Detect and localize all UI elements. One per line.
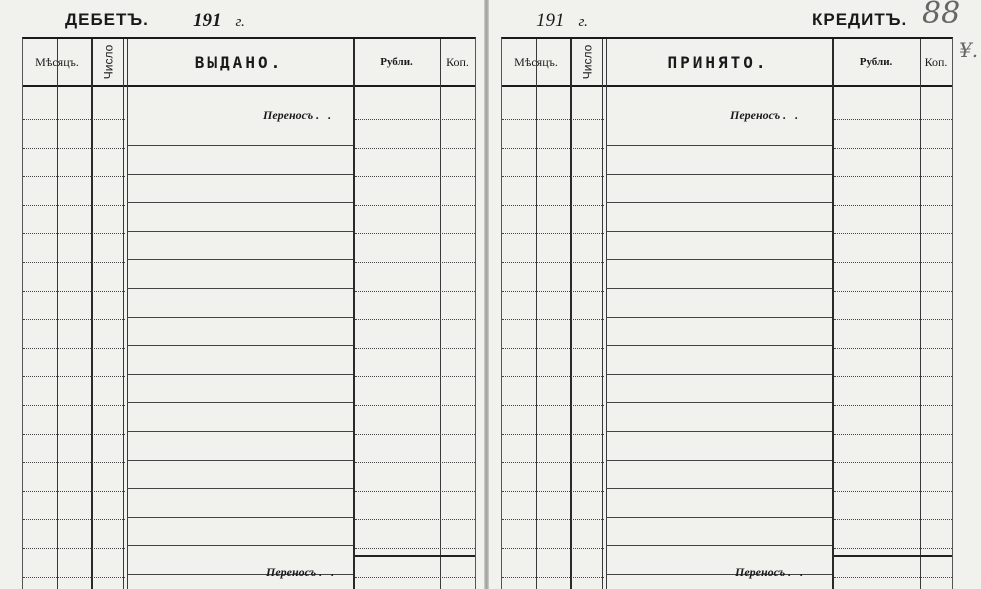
credit-total-rule: [834, 555, 952, 557]
right-page: [489, 0, 981, 589]
credit-ledger-table: [501, 37, 953, 589]
ruled-line-solid: [127, 345, 353, 346]
ruled-line-dotted: [502, 176, 604, 177]
ruled-line-solid: [606, 374, 832, 375]
ruled-line-dotted: [23, 348, 125, 349]
ruled-line-dotted: [23, 519, 125, 520]
credit-carry-bottom-text: Переносъ: [735, 565, 786, 579]
ruled-line-amount: [355, 434, 475, 435]
debit-carry-top-text: Переносъ: [263, 108, 314, 122]
debit-main-header: ВЫДАНО.: [194, 52, 284, 72]
ruled-line-dotted: [502, 462, 604, 463]
debit-divider-2: [123, 39, 128, 589]
ruled-line-amount: [834, 205, 952, 206]
ruled-line-solid: [606, 402, 832, 403]
left-year-value: 191: [193, 10, 222, 31]
ruled-line-solid: [606, 545, 832, 546]
ruled-line-solid: [606, 317, 832, 318]
ruled-line-solid: [127, 259, 353, 260]
ruled-line-solid: [606, 174, 832, 175]
ruled-line-dotted: [502, 262, 604, 263]
ruled-line-dotted: [502, 205, 604, 206]
debit-carry-top-dots: . .: [316, 108, 335, 122]
ruled-line-solid: [606, 288, 832, 289]
ruled-line-amount: [834, 233, 952, 234]
ruled-line-amount: [834, 405, 952, 406]
ruled-line-amount: [834, 119, 952, 120]
ruled-line-dotted: [23, 434, 125, 435]
ruled-line-solid: [127, 374, 353, 375]
credit-carry-bottom: [735, 565, 806, 580]
ruled-line-amount: [355, 376, 475, 377]
debit-carry-top: [263, 108, 334, 123]
ruled-line-amount: [834, 262, 952, 263]
ruled-line-amount: [834, 434, 952, 435]
credit-rubles-header: Рубли.: [859, 56, 893, 68]
handwritten-corner-mark: ¥.: [959, 38, 979, 62]
ruled-line-dotted: [502, 148, 604, 149]
ruled-line-solid: [127, 202, 353, 203]
ruled-line-dotted: [502, 291, 604, 292]
ruled-line-dotted: [23, 405, 125, 406]
credit-divider-1: [570, 39, 572, 589]
ruled-line-amount: [355, 548, 475, 549]
ruled-line-dotted: [23, 548, 125, 549]
debit-kopecks-header: Коп.: [446, 54, 469, 69]
debit-ledger-table: [22, 37, 476, 589]
debit-day-header: [91, 39, 125, 85]
credit-divider-2: [602, 39, 607, 589]
debit-month-header: Мѣсяцъ.: [35, 54, 79, 69]
ruled-line-amount: [355, 233, 475, 234]
ruled-line-dotted: [23, 119, 125, 120]
ruled-line-solid: [127, 488, 353, 489]
credit-main-header: ПРИНЯТО.: [667, 52, 769, 72]
credit-carry-bottom-dots: . .: [788, 565, 807, 579]
ruled-line-dotted: [502, 519, 604, 520]
ruled-line-dotted: [502, 348, 604, 349]
right-year: [536, 10, 588, 32]
ruled-line-amount: [834, 348, 952, 349]
debit-divider-3: [353, 39, 355, 589]
ruled-line-dotted: [23, 462, 125, 463]
credit-title: КРЕДИТЪ.: [812, 10, 908, 29]
ruled-line-dotted: [502, 319, 604, 320]
ruled-line-dotted: [23, 577, 125, 578]
ruled-line-dotted: [23, 376, 125, 377]
ruled-line-dotted: [502, 376, 604, 377]
left-year-suffix: г.: [235, 14, 245, 30]
ruled-line-solid: [127, 545, 353, 546]
ruled-line-solid: [127, 174, 353, 175]
ruled-line-solid: [606, 517, 832, 518]
ruled-line-dotted: [23, 291, 125, 292]
ruled-line-amount: [834, 519, 952, 520]
debit-month-subdivider: [57, 39, 58, 589]
ruled-line-amount: [355, 119, 475, 120]
ruled-line-amount: [834, 148, 952, 149]
ruled-line-solid: [606, 460, 832, 461]
handwritten-page-number: 88: [922, 0, 961, 31]
ruled-line-amount: [355, 205, 475, 206]
ruled-line-solid: [127, 402, 353, 403]
ruled-line-solid: [127, 460, 353, 461]
debit-divider-1: [91, 39, 93, 589]
credit-carry-top-dots: . .: [783, 108, 802, 122]
debit-rubles-header: Рубли.: [380, 56, 413, 68]
ruled-line-solid: [127, 231, 353, 232]
credit-day-header-text: Число: [580, 44, 595, 80]
ruled-line-dotted: [502, 434, 604, 435]
ruled-line-solid: [127, 288, 353, 289]
ruled-line-dotted: [502, 233, 604, 234]
credit-carry-top-text: Переносъ: [730, 108, 781, 122]
ruled-line-solid: [606, 488, 832, 489]
ruled-line-amount: [834, 462, 952, 463]
ruled-line-amount: [355, 148, 475, 149]
ruled-line-amount: [355, 462, 475, 463]
debit-title: ДЕБЕТЪ.: [65, 10, 149, 29]
credit-kopecks-header: Коп.: [924, 54, 948, 69]
ruled-line-dotted: [502, 119, 604, 120]
ruled-line-dotted: [23, 148, 125, 149]
ruled-line-dotted: [502, 577, 604, 578]
left-year: [193, 10, 245, 32]
ruled-line-solid: [127, 517, 353, 518]
debit-divider-4: [440, 39, 441, 589]
ruled-line-dotted: [502, 491, 604, 492]
ruled-line-solid: [127, 317, 353, 318]
credit-divider-4: [920, 39, 921, 589]
ruled-line-dotted: [23, 491, 125, 492]
ruled-line-solid: [606, 202, 832, 203]
ruled-line-solid: [127, 145, 353, 146]
debit-carry-bottom-dots: . .: [319, 565, 338, 579]
ruled-line-amount: [355, 405, 475, 406]
ruled-line-amount: [834, 291, 952, 292]
ruled-line-amount: [834, 376, 952, 377]
ruled-line-solid: [606, 431, 832, 432]
ruled-line-amount: [355, 519, 475, 520]
ruled-line-dotted: [23, 176, 125, 177]
ruled-line-dotted: [502, 405, 604, 406]
ruled-line-amount: [355, 176, 475, 177]
ruled-line-amount: [834, 176, 952, 177]
left-page: [0, 0, 484, 589]
debit-day-header-text: Число: [101, 44, 116, 80]
ruled-line-amount: [355, 262, 475, 263]
ruled-line-dotted: [23, 262, 125, 263]
debit-carry-bottom-text: Переносъ: [266, 565, 317, 579]
credit-month-subdivider: [536, 39, 537, 589]
ruled-line-amount: [834, 577, 952, 578]
ruled-line-amount: [355, 319, 475, 320]
right-year-value: 191: [536, 10, 565, 31]
credit-month-header: Мѣсяцъ.: [514, 54, 558, 69]
ruled-line-amount: [355, 291, 475, 292]
debit-total-rule: [355, 555, 475, 557]
ruled-line-solid: [606, 259, 832, 260]
ruled-line-amount: [834, 319, 952, 320]
right-year-suffix: г.: [578, 14, 588, 30]
ruled-line-solid: [606, 345, 832, 346]
ruled-line-amount: [355, 577, 475, 578]
ruled-line-amount: [834, 491, 952, 492]
ruled-line-amount: [355, 491, 475, 492]
ruled-line-dotted: [23, 205, 125, 206]
ruled-line-dotted: [23, 233, 125, 234]
ruled-line-dotted: [23, 319, 125, 320]
ruled-line-solid: [606, 231, 832, 232]
ruled-line-dotted: [502, 548, 604, 549]
ruled-line-solid: [606, 145, 832, 146]
credit-day-header: [570, 39, 604, 85]
ruled-line-amount: [355, 348, 475, 349]
ruled-line-solid: [127, 431, 353, 432]
ruled-line-amount: [834, 548, 952, 549]
debit-carry-bottom: [266, 565, 337, 580]
credit-carry-top: [730, 108, 801, 123]
credit-divider-3: [832, 39, 834, 589]
